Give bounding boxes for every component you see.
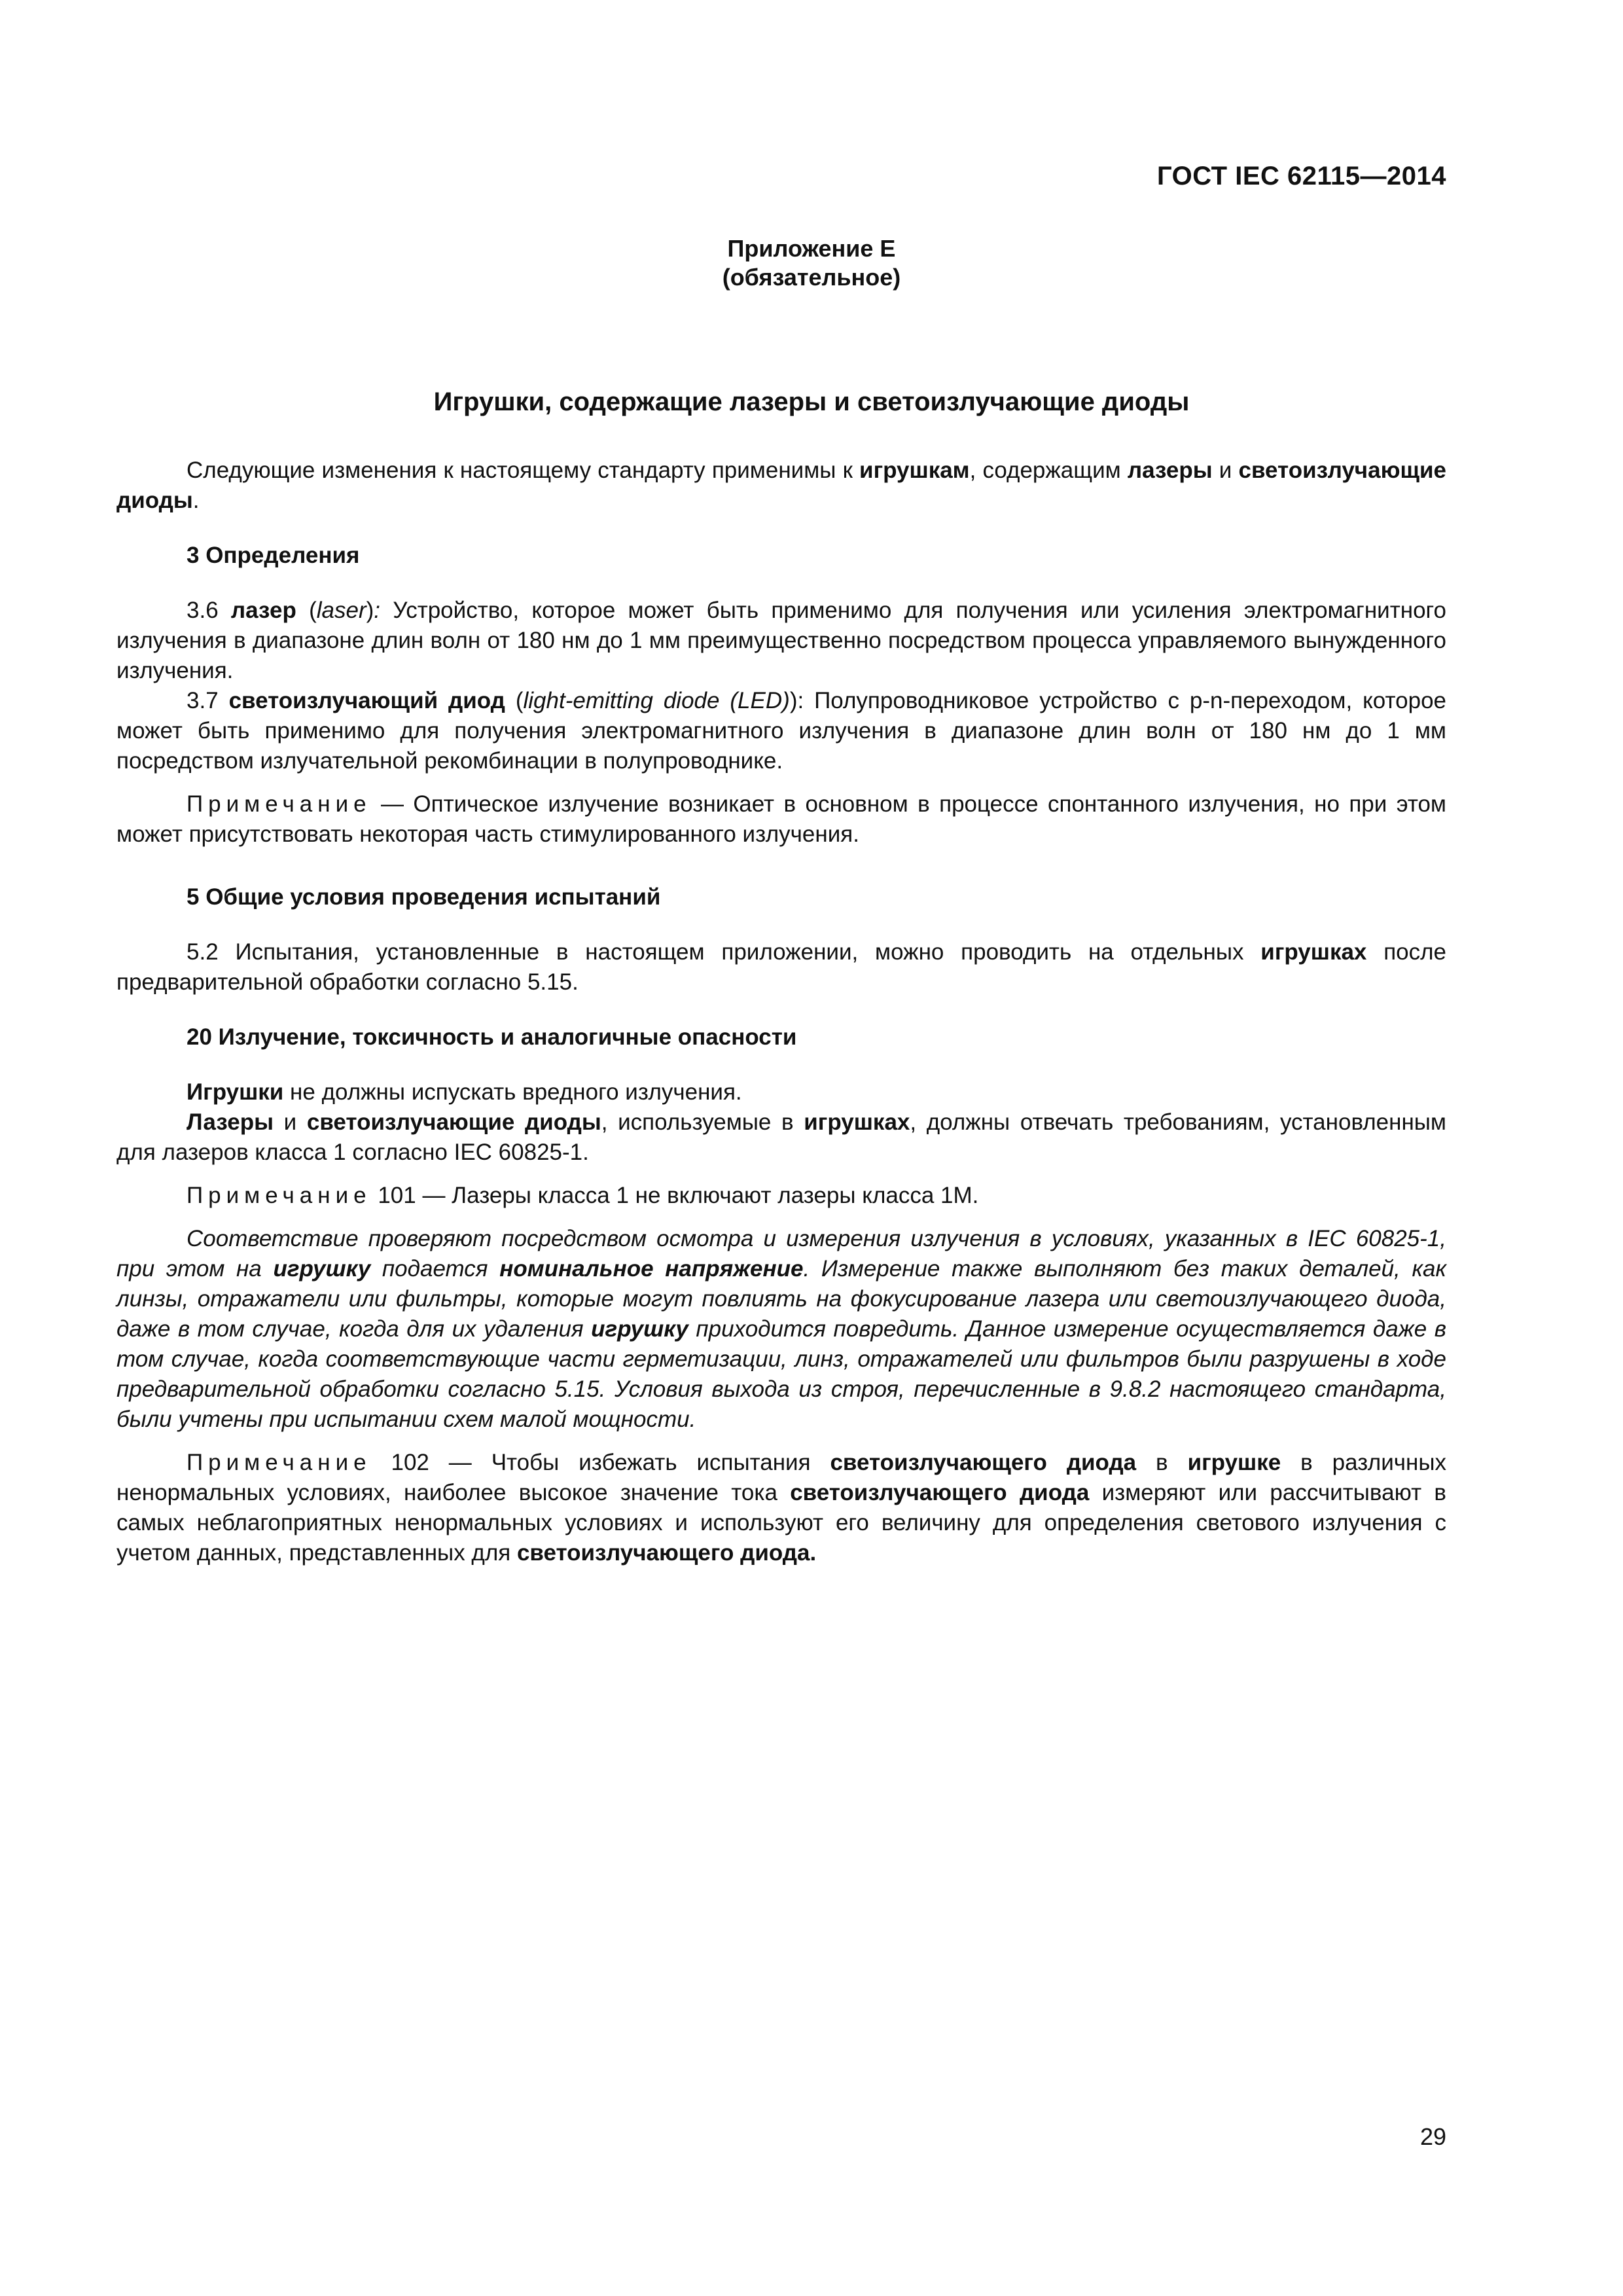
paragraph-text-3: , должны отвечать требованиям, установленным для лазеров класса 1 согласно IEC 60825-1. <box>116 1109 1446 1165</box>
definition-term: светоизлучающий диод <box>228 688 505 713</box>
paragraph-text-1: и <box>274 1109 307 1135</box>
note-label: Примечание <box>187 1450 372 1475</box>
term-led: светоизлучающего диода <box>790 1480 1090 1505</box>
term-leds: светоизлучающие диоды <box>306 1109 601 1135</box>
page-number: 29 <box>1419 2123 1446 2150</box>
compliance-text-1: Соответствие проверяют посредством осмотра и измерения излучения в условиях, указанных в IEC 60825-1, при этом на <box>116 1226 1446 1282</box>
note-text-2: в <box>1136 1450 1188 1475</box>
intro-text-4: . <box>192 488 200 513</box>
definition-text: Устройство, которое может быть применимо для получения или усиления электромагнитного излучения в диапазоне длин волн от 180 нм до 1 мм преимущественно посредством процесса управляемого вынужденного излучения. <box>116 598 1446 683</box>
intro-text-1: Следующие изменения к настоящему стандарту применимы к <box>187 457 860 483</box>
term-toys: Игрушки <box>187 1079 284 1105</box>
clause-text-2: после предварительной обработки согласно 5.15. <box>116 939 1447 995</box>
clause-5-2 <box>116 937 1446 997</box>
document-body <box>116 456 1446 1568</box>
term-toys: игрушках <box>804 1109 910 1135</box>
annex-title: Игрушки, содержащие лазеры и светоизлучающие диоды <box>433 387 1190 416</box>
note-label: Примечание <box>187 1183 372 1208</box>
definition-3-6: 3.6 лазер (laser): Устройство, которое может быть применимо для получения или усиления электромагнитного излучения в диапазоне длин волн от 180 нм до 1 мм преимущественно посредством процесса управляемого вынужденного излучения. <box>116 598 1446 683</box>
section-3-note <box>116 789 1446 850</box>
definition-number: 3.6 <box>187 598 231 623</box>
section-20-heading: 20 Излучение, токсичность и аналогичные опасности <box>187 1024 797 1050</box>
clause-term-toys: игрушках <box>1260 939 1367 965</box>
definition-text: Полупроводниковое устройство с р-n-переходом, которое может быть применимо для получения электромагнитного излучения в диапазоне длин волн от 180 нм до 1 мм посредством излучательной рекомбинации в полупроводнике. <box>116 688 1447 774</box>
note-text-3: в различных ненормальных условиях, наиболее высокое значение тока <box>116 1450 1446 1505</box>
section-5-heading: 5 Общие условия проведения испытаний <box>187 884 661 910</box>
paragraph-text-2: , используемые в <box>601 1109 804 1135</box>
definition-term: лазер <box>230 598 296 623</box>
term-led: светоизлучающего диода <box>830 1450 1137 1475</box>
note-text-4: измеряют или рассчитывают в самых неблагоприятных ненормальных условиях и используют его величину для определения светового излучения с учетом данных, представленных для <box>116 1480 1446 1566</box>
section-20-paragraph-2 <box>116 1107 1446 1168</box>
intro-term-lasers: лазеры <box>1127 457 1213 483</box>
definition-english-term: laser <box>316 598 366 623</box>
annex-status: (обязательное) <box>722 264 901 291</box>
compliance-text-2: подается <box>370 1256 500 1282</box>
compliance-paragraph <box>116 1224 1446 1435</box>
intro-text-3: и <box>1212 457 1239 483</box>
intro-term-toys: игрушкам <box>859 457 970 483</box>
note-text-1: 102 — Чтобы избежать испытания <box>371 1450 830 1475</box>
note-text: — Оптическое излучение возникает в основном в процессе спонтанного излучения, но при этом может присутствовать некоторая часть стимулированного излучения. <box>116 791 1446 847</box>
annex-label: Приложение Е <box>727 235 896 262</box>
intro-term-leds: светоизлучающие диоды <box>116 457 1446 513</box>
term-toy: игрушку <box>591 1316 688 1342</box>
note-label: Примечание <box>187 791 372 817</box>
note-text: 101 — Лазеры класса 1 не включают лазеры класса 1М. <box>371 1183 979 1208</box>
term-rated-voltage: номинальное напряжение <box>499 1256 804 1282</box>
intro-paragraph <box>116 456 1446 516</box>
section-3-heading: 3 Определения <box>187 543 360 568</box>
definition-number: 3.7 <box>187 688 229 713</box>
note-101 <box>116 1181 1446 1211</box>
clause-text-1: 5.2 Испытания, установленные в настоящем приложении, можно проводить на отдельных <box>187 939 1261 965</box>
term-lasers: Лазеры <box>187 1109 274 1135</box>
definition-english-term: light-emitting diode (LED) <box>523 688 790 713</box>
intro-text-2: , содержащим <box>969 457 1128 483</box>
compliance-text-3: . Измерение также выполняют без таких деталей, как линзы, отражатели или фильтры, которые могут повлиять на фокусирование лазера или светоизлучающего диода, даже в том случае, когда для их удаления <box>116 1256 1446 1342</box>
section-20-paragraph-1 <box>116 1077 1446 1107</box>
term-toy: игрушке <box>1187 1450 1281 1475</box>
paragraph-text: не должны испускать вредного излучения. <box>283 1079 742 1105</box>
term-led: светоизлучающего диода. <box>516 1540 817 1566</box>
term-toy: игрушку <box>273 1256 371 1282</box>
note-102 <box>116 1448 1446 1568</box>
definition-3-7: 3.7 светоизлучающий диод (light-emitting diode (LED)): Полупроводниковое устройство с р-n-переходом, которое может быть применимо для получения электромагнитного излучения в диапазоне длин волн от 180 нм до 1 мм посредством излучательной рекомбинации в полупроводнике. <box>116 688 1447 774</box>
standard-code: ГОСТ IEC 62115—2014 <box>1157 162 1446 190</box>
compliance-text-4: приходится повредить. Данное измерение осуществляется даже в том случае, когда соответствующие части герметизации, линз, отражателей или фильтров были разрушены в ходе предварительной обработки согласно 5.15. Условия выхода из строя, перечисленные в 9.8.2 настоящего стандарта, были учтены при испытании схем малой мощности. <box>116 1316 1447 1432</box>
